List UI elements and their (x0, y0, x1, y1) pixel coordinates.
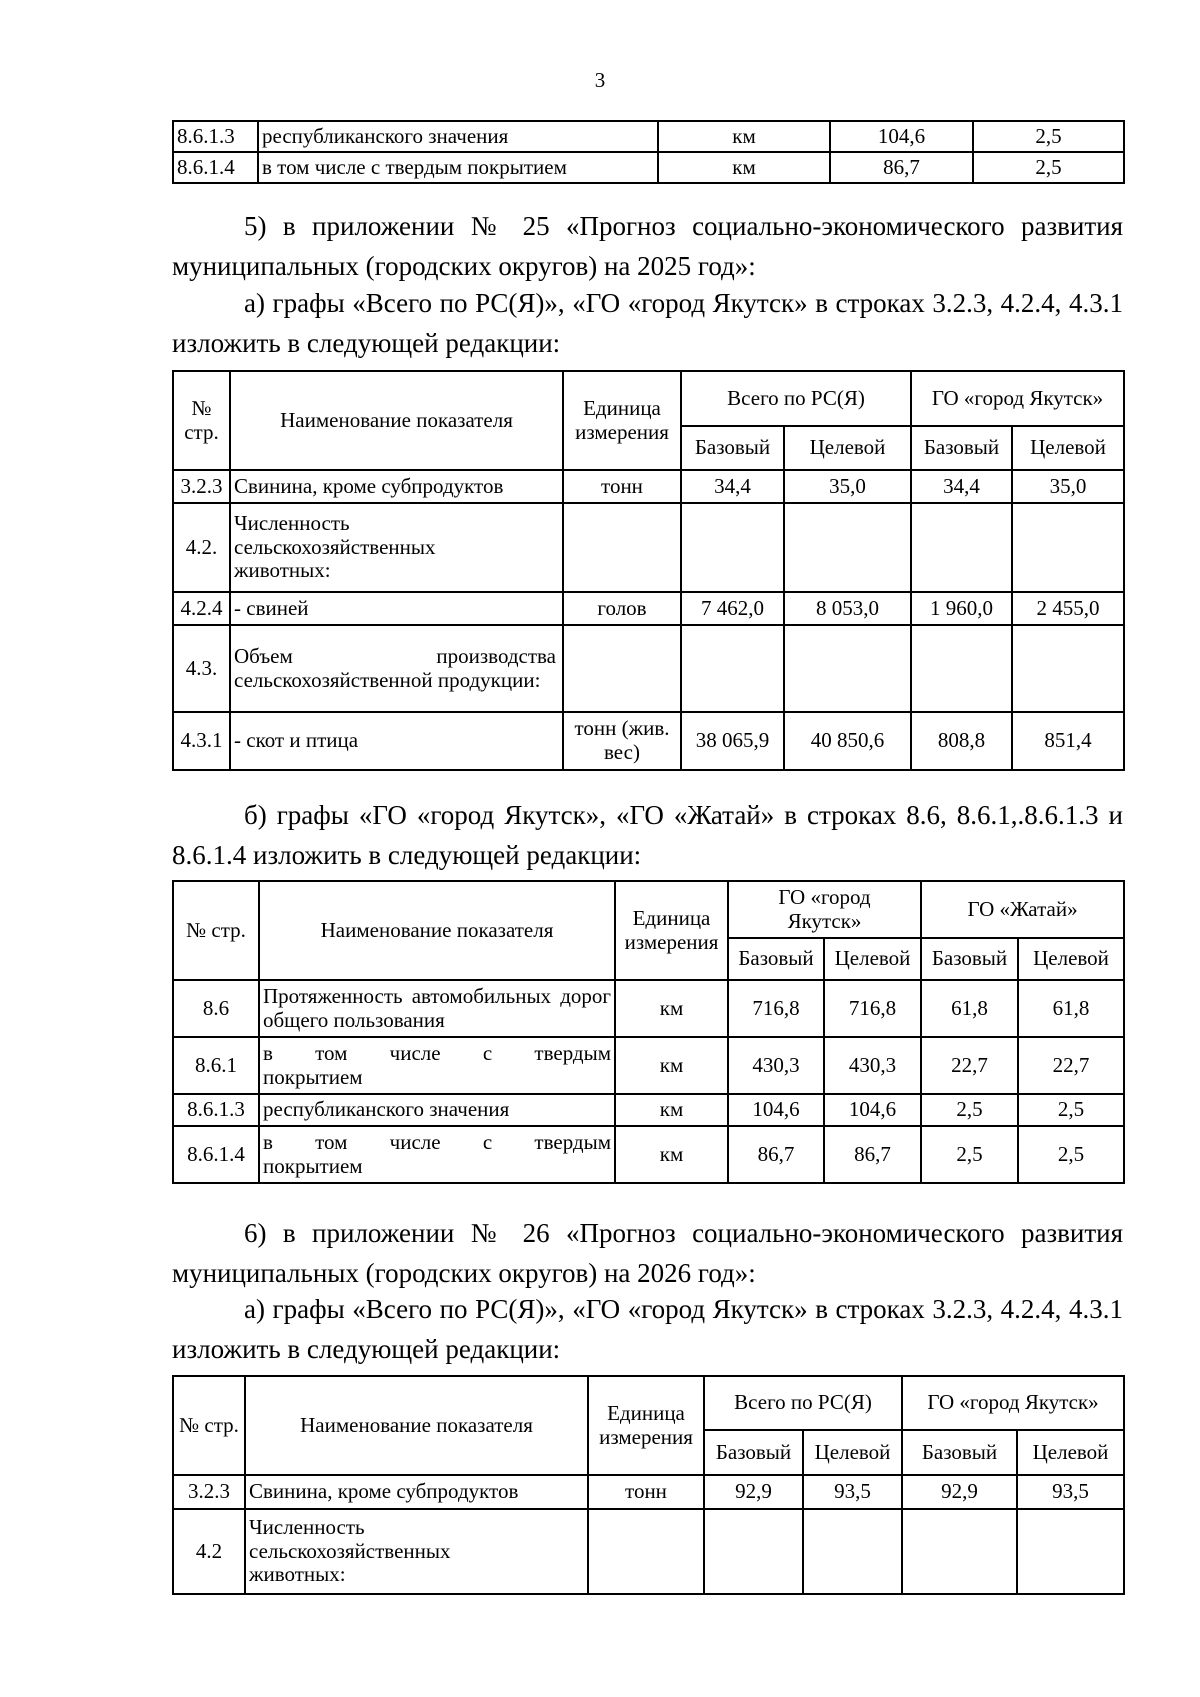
indicator-name: в том числе с твердым покрытием (258, 152, 658, 183)
row-number: 4.3. (173, 625, 230, 712)
value-cell: 2,5 (921, 1094, 1018, 1126)
unit-cell: голов (563, 592, 681, 625)
value-cell: 2,5 (1018, 1126, 1124, 1183)
table-header-row (173, 371, 1124, 426)
value-cell: 2,5 (973, 152, 1124, 183)
value-cell: 104,6 (830, 121, 973, 152)
indicator-name: республиканского значения (258, 121, 658, 152)
value-cell: 86,7 (824, 1126, 921, 1183)
unit-cell: км (615, 1037, 728, 1094)
column-header-base: Базовый (921, 938, 1018, 980)
table-row (173, 1126, 1124, 1183)
value-cell: 2,5 (1018, 1094, 1124, 1126)
column-header-target: Целевой (803, 1430, 902, 1475)
table-header-row (173, 1376, 1124, 1430)
value-cell: 86,7 (728, 1126, 824, 1183)
indicator-name: - скот и птица (230, 712, 563, 770)
unit-cell (563, 625, 681, 712)
indicator-name: Численность сельскохозяйственных животных: (245, 1509, 588, 1594)
value-cell: 430,3 (728, 1037, 824, 1094)
table-row (173, 1094, 1124, 1126)
table-row (173, 712, 1124, 770)
value-cell: 1 960,0 (911, 592, 1012, 625)
indicator-name: Свинина, кроме субпродуктов (245, 1475, 588, 1509)
column-header-group: Всего по РС(Я) (704, 1376, 902, 1430)
value-cell (1012, 625, 1124, 712)
indicator-name: в том числе с твердым покрытием (259, 1126, 615, 1183)
value-cell: 93,5 (1017, 1475, 1124, 1509)
column-header-name: Наименование показателя (259, 881, 615, 980)
row-number: 8.6.1.4 (173, 152, 258, 183)
row-number: 3.2.3 (173, 1475, 245, 1509)
row-number: 4.3.1 (173, 712, 230, 770)
row-number: 4.2. (173, 503, 230, 592)
value-cell: 716,8 (824, 980, 921, 1037)
value-cell (784, 625, 911, 712)
value-cell: 92,9 (704, 1475, 803, 1509)
row-number: 8.6.1.3 (173, 121, 258, 152)
value-cell: 8 053,0 (784, 592, 911, 625)
unit-cell: км (615, 1126, 728, 1183)
paragraph-5: 5) в приложении № 25 «Прогноз социально-экономического развития муниципальных (городских округов) на 2025 год»: (172, 211, 1123, 281)
indicator-name: Свинина, кроме субпродуктов (230, 470, 563, 503)
row-number: 8.6.1 (173, 1037, 259, 1094)
unit-cell: тонн (563, 470, 681, 503)
table-2025-rs-yakutsk (172, 370, 1125, 771)
column-header-number: № стр. (173, 371, 230, 470)
value-cell (911, 503, 1012, 592)
row-number: 8.6.1.4 (173, 1126, 259, 1183)
column-header-group: ГО «Жатай» (921, 881, 1124, 938)
paragraph-5a: а) графы «Всего по РС(Я)», «ГО «город Якутск» в строках 3.2.3, 4.2.4, 4.3.1 изложить в следующей редакции: (172, 288, 1123, 358)
value-cell: 22,7 (1018, 1037, 1124, 1094)
value-cell: 93,5 (803, 1475, 902, 1509)
column-header-target: Целевой (824, 938, 921, 980)
column-header-group: ГО «город Якутск» (902, 1376, 1124, 1430)
column-header-base: Базовый (902, 1430, 1017, 1475)
column-header-unit: Единица измерения (563, 371, 681, 470)
page-number: 3 (594, 68, 606, 92)
value-cell (1017, 1509, 1124, 1594)
indicator-name: Численность сельскохозяйственных животных: (230, 503, 563, 592)
column-header-number: № стр. (173, 881, 259, 980)
indicator-name: республиканского значения (259, 1094, 615, 1126)
value-cell: 92,9 (902, 1475, 1017, 1509)
indicator-name: - свиней (230, 592, 563, 625)
row-number: 8.6.1.3 (173, 1094, 259, 1126)
value-cell: 61,8 (921, 980, 1018, 1037)
value-cell: 35,0 (1012, 470, 1124, 503)
value-cell (681, 503, 784, 592)
value-cell: 7 462,0 (681, 592, 784, 625)
value-cell: 61,8 (1018, 980, 1124, 1037)
value-cell: 40 850,6 (784, 712, 911, 770)
row-number: 8.6 (173, 980, 259, 1037)
table-row (173, 1509, 1124, 1594)
paragraph-5b: б) графы «ГО «город Якутск», «ГО «Жатай» в строках 8.6, 8.6.1,.8.6.1.3 и 8.6.1.4 изложить в следующей редакции: (172, 800, 1123, 870)
value-cell: 34,4 (681, 470, 784, 503)
value-cell: 104,6 (728, 1094, 824, 1126)
indicator-name: Протяженность автомобильных дорог общего пользования (259, 980, 615, 1037)
value-cell: 22,7 (921, 1037, 1018, 1094)
column-header-base: Базовый (911, 426, 1012, 470)
paragraph-6: 6) в приложении № 26 «Прогноз социально-экономического развития муниципальных (городских округов) на 2026 год»: (172, 1218, 1123, 1288)
unit-cell (563, 503, 681, 592)
value-cell (704, 1509, 803, 1594)
value-cell: 851,4 (1012, 712, 1124, 770)
value-cell: 34,4 (911, 470, 1012, 503)
column-header-base: Базовый (681, 426, 784, 470)
column-header-name: Наименование показателя (230, 371, 563, 470)
unit-cell: км (658, 152, 830, 183)
table-row (173, 1475, 1124, 1509)
indicator-name: в том числе с твердым покрытием (259, 1037, 615, 1094)
value-cell: 430,3 (824, 1037, 921, 1094)
value-cell: 716,8 (728, 980, 824, 1037)
column-header-target: Целевой (784, 426, 911, 470)
column-header-unit: Единица измерения (615, 881, 728, 980)
value-cell: 808,8 (911, 712, 1012, 770)
value-cell (911, 625, 1012, 712)
table-2025-yakutsk-zhatay (172, 880, 1125, 1184)
table-2026-rs-yakutsk (172, 1375, 1125, 1595)
column-header-unit: Единица измерения (588, 1376, 704, 1475)
value-cell: 86,7 (830, 152, 973, 183)
table-row (173, 1037, 1124, 1094)
table-row (173, 980, 1124, 1037)
unit-cell: км (658, 121, 830, 152)
unit-cell: тонн (жив. вес) (563, 712, 681, 770)
table-row (173, 625, 1124, 712)
row-number: 4.2 (173, 1509, 245, 1594)
unit-cell: км (615, 1094, 728, 1126)
column-header-number: № стр. (173, 1376, 245, 1475)
unit-cell: тонн (588, 1475, 704, 1509)
column-header-group: ГО «город Якутск» (911, 371, 1124, 426)
value-cell: 104,6 (824, 1094, 921, 1126)
value-cell (803, 1509, 902, 1594)
table-row (173, 470, 1124, 503)
value-cell (1012, 503, 1124, 592)
value-cell (784, 503, 911, 592)
table-row (173, 121, 1124, 152)
column-header-target: Целевой (1018, 938, 1124, 980)
value-cell (902, 1509, 1017, 1594)
value-cell: 35,0 (784, 470, 911, 503)
table-continuation (172, 120, 1125, 184)
column-header-base: Базовый (728, 938, 824, 980)
value-cell: 2 455,0 (1012, 592, 1124, 625)
column-header-target: Целевой (1017, 1430, 1124, 1475)
value-cell: 2,5 (973, 121, 1124, 152)
column-header-group: ГО «город Якутск» (728, 881, 921, 938)
row-number: 4.2.4 (173, 592, 230, 625)
value-cell (681, 625, 784, 712)
row-number: 3.2.3 (173, 470, 230, 503)
table-row (173, 592, 1124, 625)
column-header-name: Наименование показателя (245, 1376, 588, 1475)
paragraph-6a: а) графы «Всего по РС(Я)», «ГО «город Якутск» в строках 3.2.3, 4.2.4, 4.3.1 изложить в следующей редакции: (172, 1294, 1123, 1364)
unit-cell: км (615, 980, 728, 1037)
indicator-name: Объем производства сельскохозяйственной продукции: (230, 625, 563, 712)
unit-cell (588, 1509, 704, 1594)
column-header-base: Базовый (704, 1430, 803, 1475)
column-header-group: Всего по РС(Я) (681, 371, 911, 426)
table-row (173, 503, 1124, 592)
column-header-target: Целевой (1012, 426, 1124, 470)
table-row (173, 152, 1124, 183)
value-cell: 2,5 (921, 1126, 1018, 1183)
table-header-row (173, 881, 1124, 938)
value-cell: 38 065,9 (681, 712, 784, 770)
